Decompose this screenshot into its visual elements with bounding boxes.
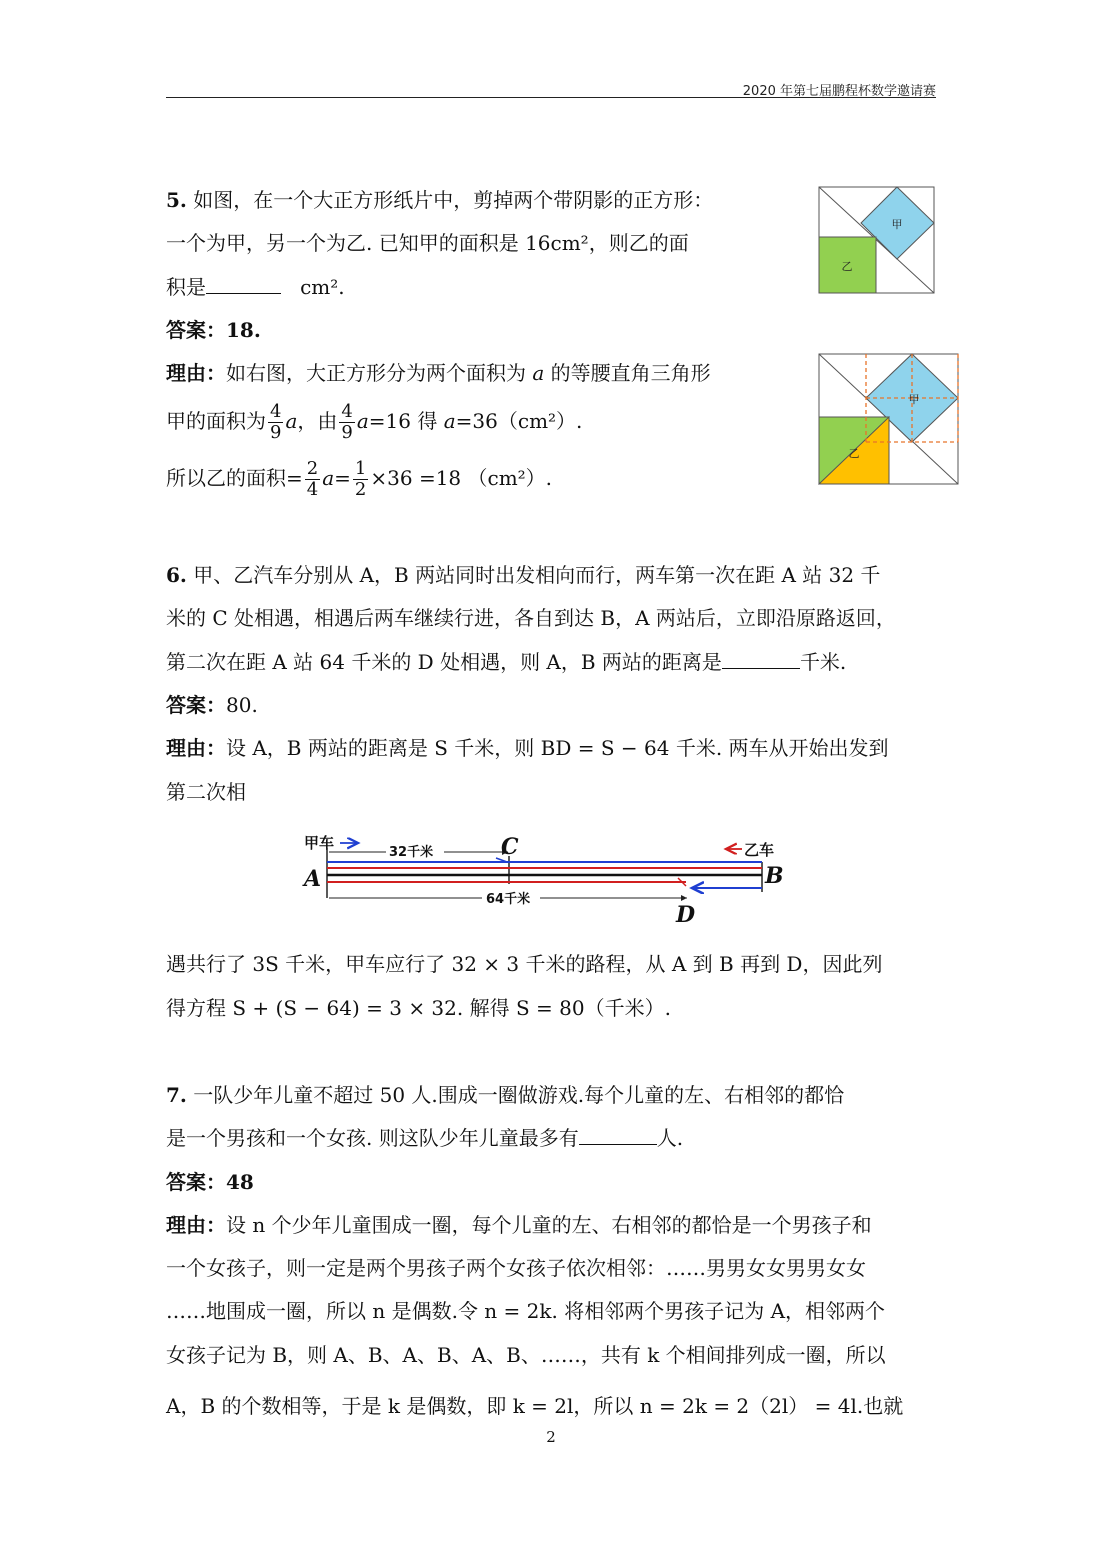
q5-reason1-tail: 的等腰直角三角形 — [550, 361, 711, 385]
q5-var-a: a — [285, 409, 298, 433]
q7-reason1-text: 设 n 个少年儿童围成一圈，每个儿童的左、右相邻的都恰是一个男孩子和 — [226, 1213, 872, 1237]
q7-reason4: 女孩子记为 B，则 A、B、A、B、A、B、……，共有 k 个相间排列成一圈，所以 — [166, 1343, 886, 1367]
q7-text2b: 人. — [656, 1126, 684, 1150]
page-number: 2 — [546, 1428, 556, 1446]
q5-figure-solution — [818, 353, 960, 485]
q5-line3 — [166, 275, 345, 299]
q7-text1: 一队少年儿童不超过 50 人.围成一圈做游戏.每个儿童的左、右相邻的都恰 — [193, 1083, 845, 1107]
q5-reason3-b: = — [334, 466, 351, 490]
q7-reason3: ……地围成一圈，所以 n 是偶数.令 n = 2k. 将相邻两个男孩子记为 A，相邻两个 — [166, 1299, 886, 1323]
label-yi: 乙 — [848, 447, 860, 460]
q5-reason3 — [166, 459, 552, 500]
q6-text3b: 千米. — [799, 650, 847, 674]
q5-figure-question — [818, 186, 936, 294]
q6-text1: 甲、乙汽车分别从 A，B 两站同时出发相向而行，两车第一次在距 A 站 32 千 — [193, 563, 881, 587]
q6-reason4: 得方程 S + (S − 64) = 3 × 32. 解得 S = 80（千米）. — [166, 996, 671, 1020]
q5-answer-label: 答案： — [166, 318, 226, 342]
q5-reason2 — [166, 402, 582, 443]
q5-answer — [166, 318, 261, 342]
q5-reason1 — [166, 361, 711, 385]
q7-answer-blank — [579, 1126, 657, 1145]
q6-travel-diagram — [296, 828, 796, 928]
q5-reason2-d: =36（cm²）. — [455, 409, 583, 433]
q7-reason5: A，B 的个数相等，于是 k 是偶数，即 k = 2l，所以 n = 2k = 2（2l） = 4l.也就 — [166, 1394, 904, 1418]
q6-reason2: 第二次相 — [166, 780, 246, 804]
dist-64-label: 64千米 — [486, 892, 531, 907]
q7-reason-label: 理由： — [166, 1213, 226, 1237]
dist-32-label: 32千米 — [389, 845, 434, 860]
q5-answer-value: 18. — [226, 318, 261, 342]
q5-number: 5. — [166, 188, 187, 212]
q6-line3 — [166, 650, 846, 674]
q6-line2: 米的 C 处相遇，相遇后两车继续行进，各自到达 B，A 两站后，立即沿原路返回， — [166, 606, 896, 630]
q5-reason2-b: ，由 — [297, 409, 338, 433]
q7-reason1 — [166, 1213, 872, 1237]
q5-reason3-a: 所以乙的面积= — [166, 466, 303, 490]
q7-text2a: 是一个男孩和一个女孩. 则这队少年儿童最多有 — [166, 1126, 579, 1150]
q6-reason-label: 理由： — [166, 736, 226, 760]
q5-frac-4-9b: $\frac{4}{9}$ — [341, 401, 353, 443]
q6-reason1 — [166, 736, 889, 760]
q5-reason1-text: 如右图，大正方形分为两个面积为 — [226, 361, 526, 385]
point-B: B — [765, 863, 784, 889]
q5-text1: 如图，在一个大正方形纸片中，剪掉两个带阴影的正方形： — [193, 188, 714, 212]
label-yi: 乙 — [841, 260, 853, 273]
q5-var-a3: a — [443, 409, 456, 433]
q5-frac-1-2: $\frac{1}{2}$ — [354, 458, 367, 500]
q5-reason2-a: 甲的面积为 — [166, 409, 266, 433]
q6-answer-value: 80. — [226, 693, 258, 717]
q5-text3a: 积是 — [166, 275, 206, 299]
point-D: D — [676, 902, 696, 928]
q6-number: 6. — [166, 563, 187, 587]
q7-answer — [166, 1170, 254, 1194]
q5-line2: 一个为甲，另一个为乙. 已知甲的面积是 16cm²，则乙的面 — [166, 231, 689, 255]
q6-answer-blank — [722, 650, 800, 669]
point-A: A — [304, 866, 322, 892]
q7-line1 — [166, 1083, 844, 1107]
q5-line1 — [166, 188, 713, 212]
q5-answer-blank — [206, 275, 281, 294]
q6-reason1-text: 设 A，B 两站的距离是 S 千米，则 BD = S − 64 千米. 两车从开始出发到 — [226, 736, 889, 760]
q6-answer-label: 答案： — [166, 693, 226, 717]
label-jia: 甲 — [908, 393, 920, 406]
q5-frac-2-4: $\frac{2}{4}$ — [306, 458, 319, 500]
q7-number: 7. — [166, 1083, 187, 1107]
q7-line2 — [166, 1126, 683, 1150]
q7-answer-label: 答案： — [166, 1170, 226, 1194]
q5-var-a4: a — [322, 466, 335, 490]
q5-reason3-c: ×36 =18 （cm²）. — [370, 466, 553, 490]
q6-line1 — [166, 563, 880, 587]
header-rule — [166, 97, 936, 98]
q6-text3a: 第二次在距 A 站 64 千米的 D 处相遇，则 A，B 两站的距离是 — [166, 650, 722, 674]
car-jia-label: 甲车 — [304, 834, 335, 852]
car-yi-label: 乙车 — [744, 841, 775, 859]
q6-reason3: 遇共行了 3S 千米，甲车应行了 32 × 3 千米的路程，从 A 到 B 再到 D，因此列 — [166, 952, 883, 976]
q5-reason-label: 理由： — [166, 361, 226, 385]
q7-answer-value: 48 — [226, 1170, 254, 1194]
q7-reason2: 一个女孩子，则一定是两个男孩子两个女孩子依次相邻：……男男女女男男女女 — [166, 1256, 866, 1280]
q5-frac-4-9: $\frac{4}{9}$ — [270, 401, 282, 443]
q5-text3b: cm². — [300, 275, 345, 299]
label-jia: 甲 — [891, 218, 903, 231]
page-header: 2020 年第七届鹏程杯数学邀请赛 — [742, 84, 936, 99]
q5-var-a2: a — [356, 409, 369, 433]
q5-reason2-c: =16 得 — [368, 409, 438, 433]
q5-reason1-var: a — [532, 361, 545, 385]
point-C: C — [501, 834, 519, 860]
q6-answer — [166, 693, 258, 717]
